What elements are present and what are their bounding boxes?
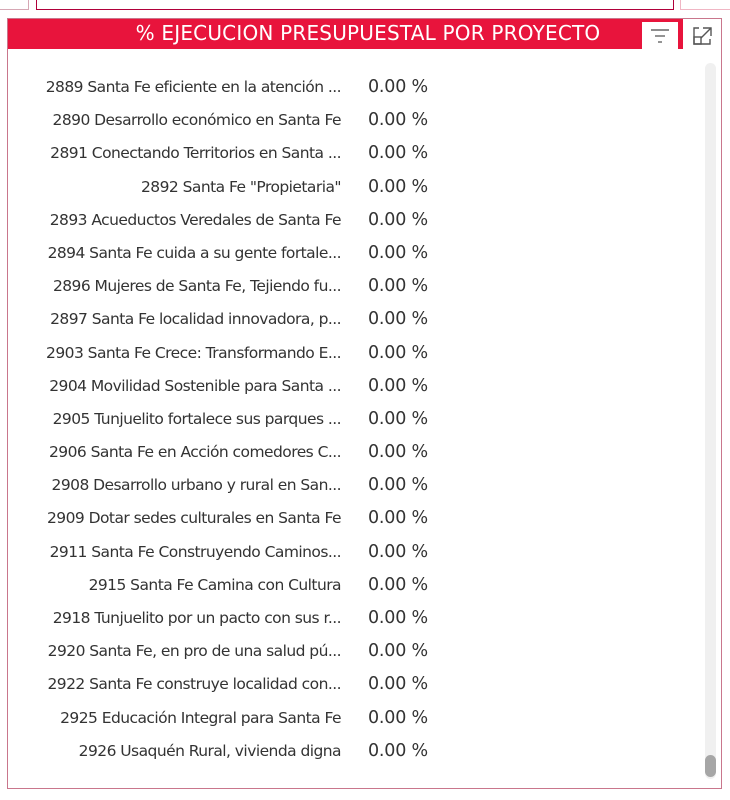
execution-percent: 0.00 % [368, 375, 428, 396]
focus-mode-icon [690, 25, 714, 47]
adjacent-visual-top [36, 0, 674, 10]
table-row[interactable] [8, 237, 698, 270]
execution-percent: 0.00 % [368, 209, 428, 230]
table-row[interactable] [8, 137, 698, 170]
table-row[interactable] [8, 337, 698, 370]
table-row[interactable] [8, 735, 698, 768]
table-row[interactable] [8, 403, 698, 436]
table-row[interactable] [8, 104, 698, 137]
table-row[interactable] [8, 71, 698, 104]
adjacent-visual-left [0, 0, 29, 10]
table-row[interactable] [8, 270, 698, 303]
budget-execution-table-visual [7, 18, 722, 789]
scrollbar-thumb[interactable] [705, 755, 716, 777]
execution-percent: 0.00 % [368, 276, 428, 297]
execution-percent: 0.00 % [368, 608, 428, 628]
project-name: 2926 Usaquén Rural, vivienda digna [78, 741, 341, 760]
project-name: 2925 Educación Integral para Santa Fe [60, 708, 341, 727]
execution-percent: 0.00 % [368, 110, 428, 131]
project-name: 2903 Santa Fe Crece: Transformando E... [46, 343, 341, 362]
table-row[interactable] [8, 635, 698, 668]
table-row[interactable] [8, 569, 698, 602]
execution-percent: 0.00 % [368, 342, 428, 363]
project-name: 2920 Santa Fe, en pro de una salud pú... [47, 642, 341, 661]
project-name: 2890 Desarrollo económico en Santa Fe [52, 111, 341, 130]
execution-percent: 0.00 % [368, 740, 428, 761]
visual-title: % EJECUCION PRESUPUESTAL POR PROYECTO [135, 21, 601, 45]
execution-percent: 0.00 % [368, 508, 428, 529]
table-row[interactable] [8, 702, 698, 735]
filter-icon [649, 27, 671, 45]
execution-percent: 0.00 % [368, 475, 428, 496]
table-row[interactable] [8, 303, 698, 336]
table-row[interactable] [8, 502, 698, 535]
execution-percent: 0.00 % [368, 541, 428, 562]
project-name: 2894 Santa Fe cuida a su gente fortale... [47, 243, 341, 262]
table-row[interactable] [8, 668, 698, 701]
execution-percent: 0.00 % [368, 641, 428, 662]
execution-percent: 0.00 % [368, 442, 428, 463]
project-name: 2896 Mujeres de Santa Fe, Tejiendo fu... [52, 277, 341, 296]
project-name: 2918 Tunjuelito por un pacto con sus r... [52, 609, 341, 627]
project-name: 2892 Santa Fe "Propietaria" [140, 177, 341, 196]
project-name: 2893 Acueductos Veredales de Santa Fe [49, 210, 341, 229]
execution-percent: 0.00 % [368, 77, 428, 97]
table-row[interactable] [8, 436, 698, 469]
vertical-scrollbar[interactable] [705, 63, 716, 779]
execution-percent: 0.00 % [368, 674, 428, 695]
execution-percent: 0.00 % [368, 143, 428, 164]
project-name: 2909 Dotar sedes culturales en Santa Fe [46, 509, 341, 528]
execution-percent: 0.00 % [368, 176, 428, 197]
project-name: 2905 Tunjuelito fortalece sus parques ... [52, 409, 341, 428]
table-row[interactable] [8, 469, 698, 502]
project-name: 2906 Santa Fe en Acción comedores C... [48, 443, 341, 462]
table-row[interactable] [8, 171, 698, 204]
execution-percent: 0.00 % [368, 574, 428, 595]
table-row[interactable] [8, 370, 698, 403]
table-row[interactable] [8, 536, 698, 569]
table-row[interactable] [8, 204, 698, 237]
table-row[interactable] [8, 602, 698, 635]
project-name: 2897 Santa Fe localidad innovadora, p... [50, 310, 341, 329]
filter-button[interactable] [642, 22, 678, 50]
project-name: 2915 Santa Fe Camina con Cultura [88, 575, 341, 594]
project-name: 2908 Desarrollo urbano y rural en San... [51, 476, 341, 495]
execution-percent: 0.00 % [368, 309, 428, 330]
execution-percent: 0.00 % [368, 408, 428, 429]
focus-mode-button[interactable] [685, 22, 719, 50]
project-name: 2889 Santa Fe eficiente en la atención ... [45, 78, 341, 96]
project-name: 2911 Santa Fe Construyendo Caminos... [49, 542, 341, 561]
execution-percent: 0.00 % [368, 242, 428, 263]
adjacent-visual-right [680, 0, 730, 10]
project-name: 2891 Conectando Territorios en Santa ... [50, 144, 341, 163]
project-name: 2904 Movilidad Sostenible para Santa ... [49, 376, 341, 395]
execution-percent: 0.00 % [368, 707, 428, 728]
project-name: 2922 Santa Fe construye localidad con... [47, 675, 341, 694]
table-body [8, 71, 698, 768]
